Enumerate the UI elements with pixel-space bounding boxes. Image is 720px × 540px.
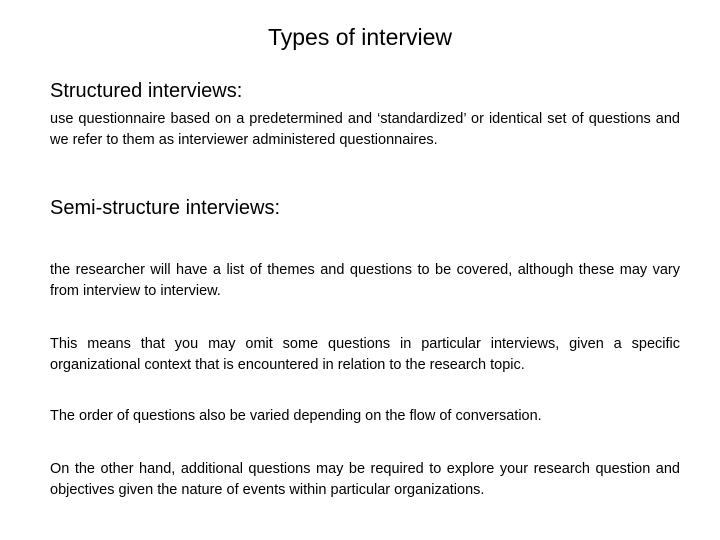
paragraph-omit-questions: This means that you may omit some questions in particular interviews, given a specific organizational context that is encountered in relation to the research topic.: [50, 336, 680, 373]
paragraph-semi-structured-definition: the researcher will have a list of themes and questions to be covered, although these may vary from interview to interview.: [50, 262, 680, 299]
paragraph-order-of-questions: The order of questions also be varied depending on the flow of conversation.: [50, 408, 542, 424]
paragraph-additional-questions: On the other hand, additional questions may be required to explore your research question and objectives given the nature of events within particular organizations.: [50, 461, 680, 498]
slide-title: Types of interview: [267, 24, 453, 50]
paragraph-structured-definition: use questionnaire based on a predetermined and ‘standardized’ or identical set of questions and we refer to them as interviewer administered questionnaires.: [50, 111, 680, 148]
section-heading-semi-structured: Semi-structure interviews:: [50, 197, 281, 219]
section-heading-structured: Structured interviews:: [50, 80, 243, 102]
